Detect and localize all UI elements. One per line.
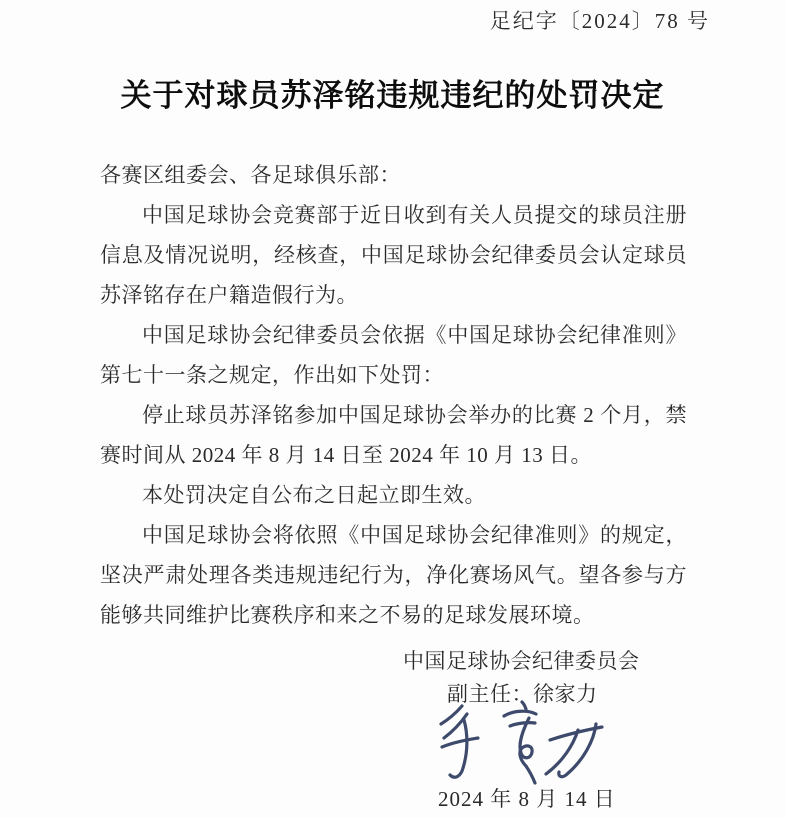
signature-strokes	[441, 702, 602, 783]
closing-signer-line: 副主任：徐家力	[447, 682, 598, 706]
paragraph-5: 中国足球协会将依照《中国足球协会纪律准则》的规定，坚决严肃处理各类违规违纪行为，净化赛场风气。望各参与方能够共同维护比赛秩序和来之不易的足球发展环境。	[100, 523, 687, 627]
document-title: 关于对球员苏泽铭违规违纪的处罚决定	[120, 78, 665, 113]
document-body	[100, 155, 687, 635]
paragraph-1: 中国足球协会竞赛部于近日收到有关人员提交的球员注册信息及情况说明，经核查，中国足球协会纪律委员会认定球员苏泽铭存在户籍造假行为。	[100, 203, 687, 307]
salutation: 各赛区组委会、各足球俱乐部：	[100, 163, 401, 187]
closing-date: 2024 年 8 月 14 日	[438, 787, 616, 811]
paragraph-2: 中国足球协会纪律委员会依据《中国足球协会纪律准则》第七十一条之规定，作出如下处罚：	[100, 323, 687, 387]
paragraph-3: 停止球员苏泽铭参加中国足球协会举办的比赛 2 个月，禁赛时间从 2024 年 8 月 14 日至 2024 年 10 月 13 日。	[100, 403, 687, 467]
closing-organization: 中国足球协会纪律委员会	[403, 649, 640, 673]
handwritten-signature-image	[434, 700, 608, 788]
document-number: 足纪字〔2024〕78 号	[489, 9, 710, 33]
paragraph-4: 本处罚决定自公布之日起立即生效。	[142, 483, 486, 507]
